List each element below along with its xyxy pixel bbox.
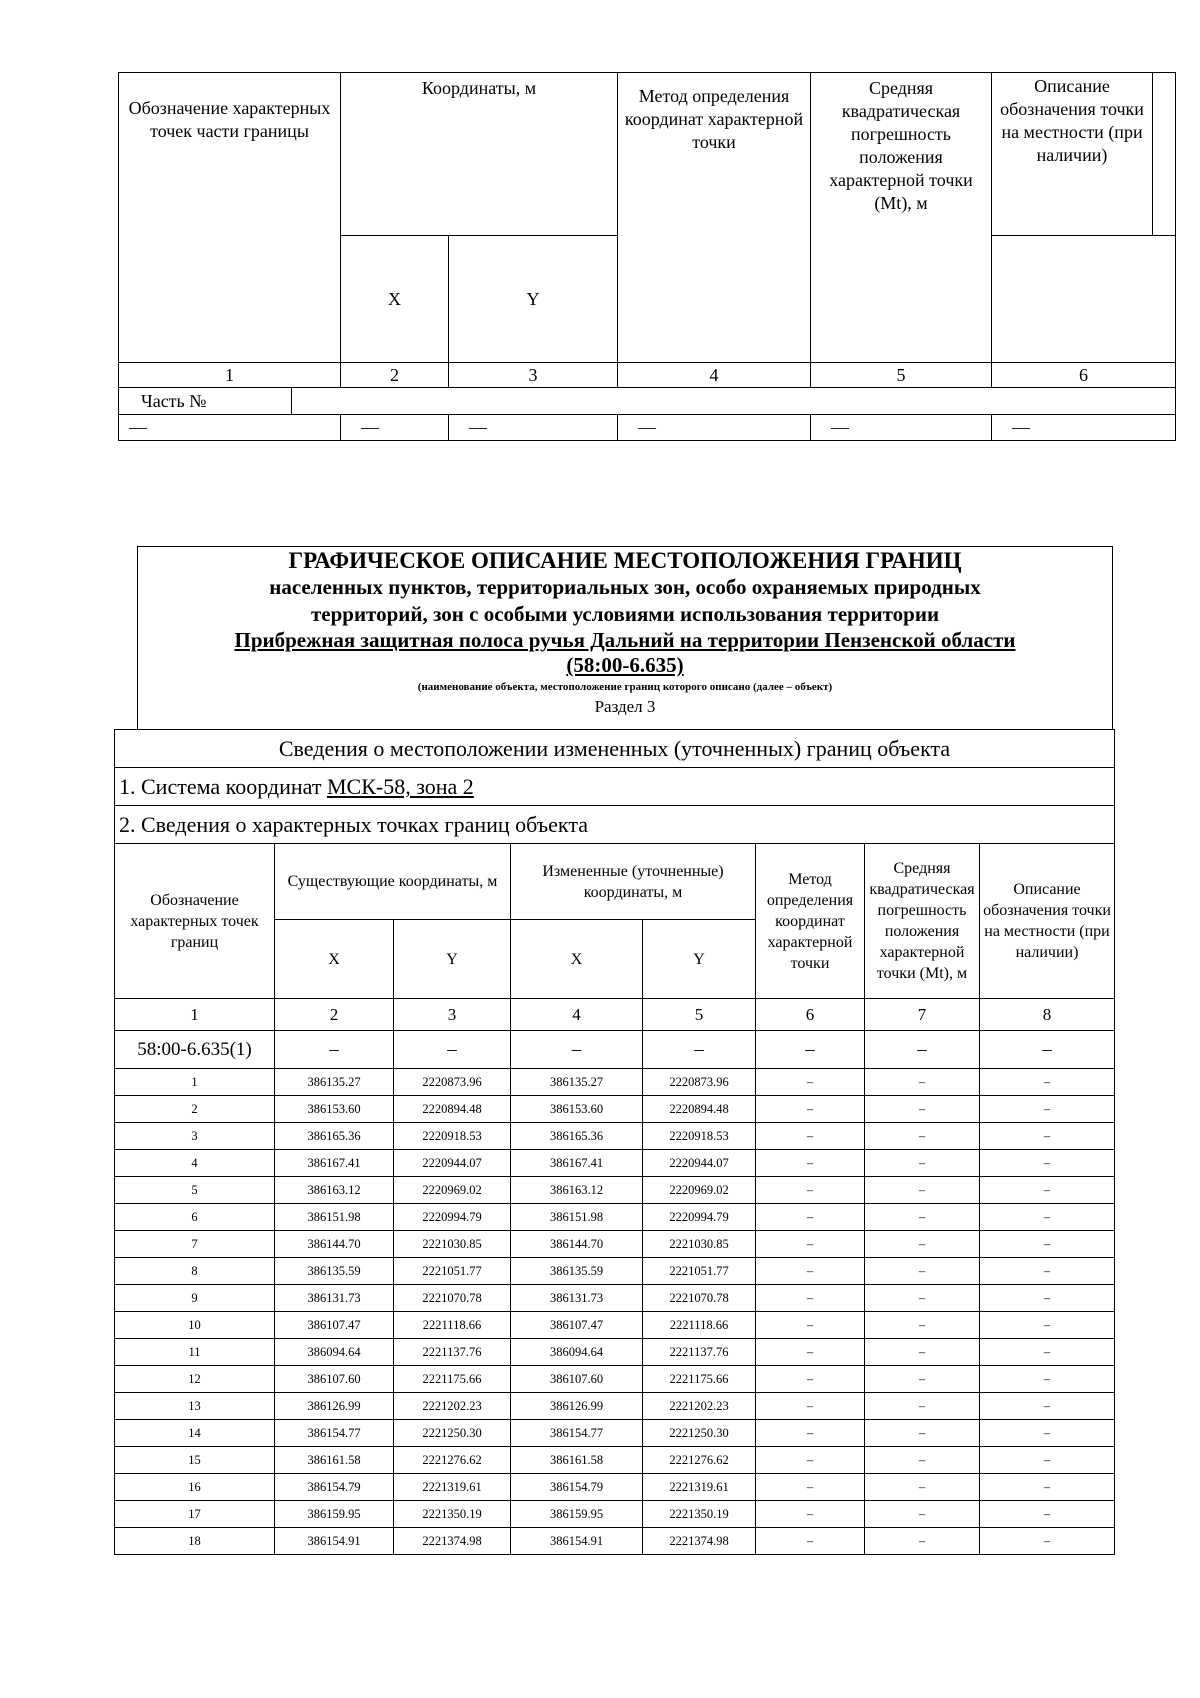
error-cell: –: [865, 1339, 980, 1366]
changed-x: 386126.99: [511, 1393, 643, 1420]
description-cell: –: [980, 1312, 1115, 1339]
method-cell: –: [756, 1096, 865, 1123]
side-divider: [1152, 73, 1175, 235]
header-y: Y: [394, 920, 511, 999]
changed-y: 2221051.77: [643, 1258, 756, 1285]
error-cell: –: [865, 1069, 980, 1096]
existing-y: 2220969.02: [394, 1177, 511, 1204]
col-number: 3: [449, 363, 618, 388]
changed-y: 2220994.79: [643, 1204, 756, 1231]
existing-x: 386163.12: [275, 1177, 394, 1204]
header-method: Метод определения координат характерной точки: [756, 844, 865, 999]
changed-x: 386165.36: [511, 1123, 643, 1150]
dash-cell: —: [119, 415, 341, 441]
col-number: 1: [119, 363, 341, 388]
point-number: 3: [115, 1123, 275, 1150]
object-note: (наименование объекта, местоположение границ которого описано (далее – объект): [417, 681, 833, 693]
changed-y: 2221030.85: [643, 1231, 756, 1258]
section-label: Раздел 3: [594, 697, 656, 716]
col-number: 6: [992, 363, 1176, 388]
heading-line-2: населенных пунктов, территориальных зон, особо охраняемых природных: [269, 575, 981, 599]
description-cell: –: [980, 1231, 1115, 1258]
method-cell: –: [756, 1069, 865, 1096]
table-row: [115, 1096, 1115, 1123]
method-cell: –: [756, 1258, 865, 1285]
table-row: [115, 1069, 1115, 1096]
method-cell: –: [756, 1474, 865, 1501]
method-cell: –: [756, 1366, 865, 1393]
header-method: Метод определения координат характерной точки: [618, 73, 811, 363]
part-cell: –: [643, 1031, 756, 1069]
description-cell: –: [980, 1069, 1115, 1096]
point-number: 10: [115, 1312, 275, 1339]
method-cell: –: [756, 1285, 865, 1312]
existing-x: 386159.95: [275, 1501, 394, 1528]
dash-cell: —: [811, 415, 992, 441]
existing-x: 386154.79: [275, 1474, 394, 1501]
point-number: 6: [115, 1204, 275, 1231]
header-error: Средняя квадратическая погрешность положения характерной точки (Mt), м: [811, 73, 992, 363]
table-row: [115, 1339, 1115, 1366]
existing-y: 2220918.53: [394, 1123, 511, 1150]
method-cell: –: [756, 1231, 865, 1258]
header-coordinates: Координаты, м: [341, 73, 618, 236]
table-row: [115, 1474, 1115, 1501]
table-row: [115, 1366, 1115, 1393]
method-cell: –: [756, 1393, 865, 1420]
changed-y: 2221070.78: [643, 1285, 756, 1312]
existing-y: 2220944.07: [394, 1150, 511, 1177]
title-block: [137, 546, 1113, 729]
existing-y: 2220994.79: [394, 1204, 511, 1231]
heading-line-3: территорий, зон с особыми условиями использования территории: [310, 602, 940, 626]
points-table: [114, 729, 1115, 1555]
point-number: 4: [115, 1150, 275, 1177]
point-number: 8: [115, 1258, 275, 1285]
method-cell: –: [756, 1339, 865, 1366]
existing-y: 2221175.66: [394, 1366, 511, 1393]
error-cell: –: [865, 1312, 980, 1339]
existing-y: 2221276.62: [394, 1447, 511, 1474]
method-cell: –: [756, 1501, 865, 1528]
points-section-title: 2. Сведения о характерных точках границ объекта: [115, 806, 1115, 844]
column-number-row: [119, 363, 1176, 388]
description-cell: –: [980, 1501, 1115, 1528]
header-point-designation: Обозначение характерных точек части границы: [119, 73, 341, 363]
description-cell: –: [980, 1339, 1115, 1366]
changed-x: 386144.70: [511, 1231, 643, 1258]
changed-x: 386161.58: [511, 1447, 643, 1474]
method-cell: –: [756, 1420, 865, 1447]
col-number: 6: [756, 999, 865, 1031]
changed-y: 2221319.61: [643, 1474, 756, 1501]
point-number: 1: [115, 1069, 275, 1096]
description-cell: –: [980, 1258, 1115, 1285]
dash-cell: —: [992, 415, 1176, 441]
existing-y: 2221250.30: [394, 1420, 511, 1447]
changed-x: 386131.73: [511, 1285, 643, 1312]
header-existing-coords: Существующие координаты, м: [275, 844, 511, 920]
description-cell: –: [980, 1393, 1115, 1420]
changed-x: 386154.77: [511, 1420, 643, 1447]
part-label: Часть №: [119, 388, 292, 414]
point-number: 11: [115, 1339, 275, 1366]
existing-y: 2221051.77: [394, 1258, 511, 1285]
existing-x: 386151.98: [275, 1204, 394, 1231]
col-number: 5: [811, 363, 992, 388]
col-number: 4: [618, 363, 811, 388]
point-number: 9: [115, 1285, 275, 1312]
part-cell: –: [756, 1031, 865, 1069]
error-cell: –: [865, 1420, 980, 1447]
table-row: [115, 1501, 1115, 1528]
table-row: [115, 1258, 1115, 1285]
table-row: [115, 1150, 1115, 1177]
existing-y: 2221350.19: [394, 1501, 511, 1528]
changed-x: 386153.60: [511, 1096, 643, 1123]
existing-x: 386154.91: [275, 1528, 394, 1555]
changed-y: 2221276.62: [643, 1447, 756, 1474]
col-number: 2: [275, 999, 394, 1031]
existing-y: 2221118.66: [394, 1312, 511, 1339]
changed-y: 2220873.96: [643, 1069, 756, 1096]
table-row: [115, 1204, 1115, 1231]
changed-x: 386135.59: [511, 1258, 643, 1285]
part-cell: –: [394, 1031, 511, 1069]
changed-y: 2220944.07: [643, 1150, 756, 1177]
table-row: [115, 1420, 1115, 1447]
description-cell: –: [980, 1474, 1115, 1501]
description-cell: –: [980, 1285, 1115, 1312]
error-cell: –: [865, 1285, 980, 1312]
changed-x: 386094.64: [511, 1339, 643, 1366]
error-cell: –: [865, 1393, 980, 1420]
table-row: [115, 1231, 1115, 1258]
changed-x: 386167.41: [511, 1150, 643, 1177]
column-number-row: [115, 999, 1115, 1031]
table-row: [115, 1447, 1115, 1474]
header-y: Y: [449, 236, 618, 363]
col-number: 2: [341, 363, 449, 388]
existing-x: 386135.59: [275, 1258, 394, 1285]
header-x: X: [341, 236, 449, 363]
point-number: 7: [115, 1231, 275, 1258]
dash-cell: —: [618, 415, 811, 441]
header-changed-coords: Измененные (уточненные) координаты, м: [511, 844, 756, 920]
section-title: Сведения о местоположении измененных (уточненных) границ объекта: [115, 730, 1115, 768]
method-cell: –: [756, 1150, 865, 1177]
dash-cell: —: [449, 415, 618, 441]
existing-x: 386144.70: [275, 1231, 394, 1258]
changed-x: 386107.47: [511, 1312, 643, 1339]
existing-y: 2221030.85: [394, 1231, 511, 1258]
existing-x: 386094.64: [275, 1339, 394, 1366]
error-cell: –: [865, 1096, 980, 1123]
dash-cell: —: [341, 415, 449, 441]
method-cell: –: [756, 1204, 865, 1231]
changed-y: 2220969.02: [643, 1177, 756, 1204]
point-number: 17: [115, 1501, 275, 1528]
error-cell: –: [865, 1150, 980, 1177]
object-name: Прибрежная защитная полоса ручья Дальний на территории Пензенской области: [234, 628, 1016, 652]
table-row: [115, 1528, 1115, 1555]
point-rows: [115, 1069, 1115, 1555]
header-error: Средняя квадратическая погрешность положения характерной точки (Mt), м: [865, 844, 980, 999]
point-number: 5: [115, 1177, 275, 1204]
changed-y: 2221374.98: [643, 1528, 756, 1555]
point-number: 2: [115, 1096, 275, 1123]
part-row: [115, 1031, 1115, 1069]
error-cell: –: [865, 1231, 980, 1258]
table-row: [115, 1312, 1115, 1339]
description-cell: –: [980, 1420, 1115, 1447]
description-cell: –: [980, 1528, 1115, 1555]
dash-row: [119, 415, 1176, 441]
header-point-designation: Обозначение характерных точек границ: [115, 844, 275, 999]
changed-y: 2221250.30: [643, 1420, 756, 1447]
error-cell: –: [865, 1528, 980, 1555]
description-cell: –: [980, 1096, 1115, 1123]
boundary-part-table: [118, 72, 1176, 441]
changed-y: 2220894.48: [643, 1096, 756, 1123]
description-cell: –: [980, 1366, 1115, 1393]
error-cell: –: [865, 1177, 980, 1204]
method-cell: –: [756, 1312, 865, 1339]
changed-x: 386159.95: [511, 1501, 643, 1528]
existing-x: 386126.99: [275, 1393, 394, 1420]
existing-y: 2220873.96: [394, 1069, 511, 1096]
existing-x: 386131.73: [275, 1285, 394, 1312]
part-cell: –: [980, 1031, 1115, 1069]
table-row: [115, 1393, 1115, 1420]
description-cell: –: [980, 1204, 1115, 1231]
point-number: 12: [115, 1366, 275, 1393]
error-cell: –: [865, 1474, 980, 1501]
part-id: 58:00-6.635(1): [115, 1031, 275, 1069]
error-cell: –: [865, 1366, 980, 1393]
coordinate-system-prefix: 1. Система координат: [119, 774, 327, 799]
point-number: 13: [115, 1393, 275, 1420]
method-cell: –: [756, 1528, 865, 1555]
existing-x: 386107.47: [275, 1312, 394, 1339]
changed-x: 386154.79: [511, 1474, 643, 1501]
existing-y: 2221137.76: [394, 1339, 511, 1366]
point-number: 14: [115, 1420, 275, 1447]
error-cell: –: [865, 1123, 980, 1150]
table-row: [115, 1123, 1115, 1150]
col-number: 5: [643, 999, 756, 1031]
existing-x: 386153.60: [275, 1096, 394, 1123]
coordinate-system-value: МСК-58, зона 2: [326, 774, 474, 799]
changed-x: 386151.98: [511, 1204, 643, 1231]
error-cell: –: [865, 1447, 980, 1474]
header-description: Описание обозначения точки на местности (при наличии): [980, 844, 1115, 999]
col-number: 7: [865, 999, 980, 1031]
col-number: 4: [511, 999, 643, 1031]
changed-y: 2221202.23: [643, 1393, 756, 1420]
method-cell: –: [756, 1123, 865, 1150]
changed-y: 2220918.53: [643, 1123, 756, 1150]
existing-x: 386154.77: [275, 1420, 394, 1447]
point-number: 18: [115, 1528, 275, 1555]
existing-x: 386135.27: [275, 1069, 394, 1096]
col-number: 3: [394, 999, 511, 1031]
point-number: 15: [115, 1447, 275, 1474]
existing-x: 386167.41: [275, 1150, 394, 1177]
changed-y: 2221118.66: [643, 1312, 756, 1339]
header-description-empty: [992, 236, 1176, 363]
existing-y: 2221202.23: [394, 1393, 511, 1420]
col-number: 1: [115, 999, 275, 1031]
changed-y: 2221350.19: [643, 1501, 756, 1528]
col-number: 8: [980, 999, 1115, 1031]
existing-y: 2221374.98: [394, 1528, 511, 1555]
method-cell: –: [756, 1447, 865, 1474]
existing-x: 386107.60: [275, 1366, 394, 1393]
description-cell: –: [980, 1123, 1115, 1150]
existing-y: 2221070.78: [394, 1285, 511, 1312]
changed-x: 386107.60: [511, 1366, 643, 1393]
existing-y: 2220894.48: [394, 1096, 511, 1123]
changed-y: 2221175.66: [643, 1366, 756, 1393]
table-row: [115, 1177, 1115, 1204]
description-cell: –: [980, 1177, 1115, 1204]
description-cell: –: [980, 1447, 1115, 1474]
existing-x: 386161.58: [275, 1447, 394, 1474]
existing-x: 386165.36: [275, 1123, 394, 1150]
part-cell: –: [865, 1031, 980, 1069]
part-cell: –: [511, 1031, 643, 1069]
changed-x: 386154.91: [511, 1528, 643, 1555]
error-cell: –: [865, 1258, 980, 1285]
point-number: 16: [115, 1474, 275, 1501]
document-heading: ГРАФИЧЕСКОЕ ОПИСАНИЕ МЕСТОПОЛОЖЕНИЯ ГРАНИЦ: [288, 548, 962, 573]
changed-y: 2221137.76: [643, 1339, 756, 1366]
changed-x: 386135.27: [511, 1069, 643, 1096]
changed-x: 386163.12: [511, 1177, 643, 1204]
description-cell: –: [980, 1150, 1115, 1177]
method-cell: –: [756, 1177, 865, 1204]
header-y: Y: [643, 920, 756, 999]
table-row: [115, 1285, 1115, 1312]
object-code: (58:00-6.635): [566, 653, 684, 677]
header-description: Описание обозначения точки на местности (при наличии): [992, 73, 1176, 236]
part-row: [119, 388, 1176, 415]
part-cell: –: [275, 1031, 394, 1069]
error-cell: –: [865, 1204, 980, 1231]
existing-y: 2221319.61: [394, 1474, 511, 1501]
header-x: X: [511, 920, 643, 999]
header-x: X: [275, 920, 394, 999]
error-cell: –: [865, 1501, 980, 1528]
coordinate-system: [115, 768, 1115, 806]
